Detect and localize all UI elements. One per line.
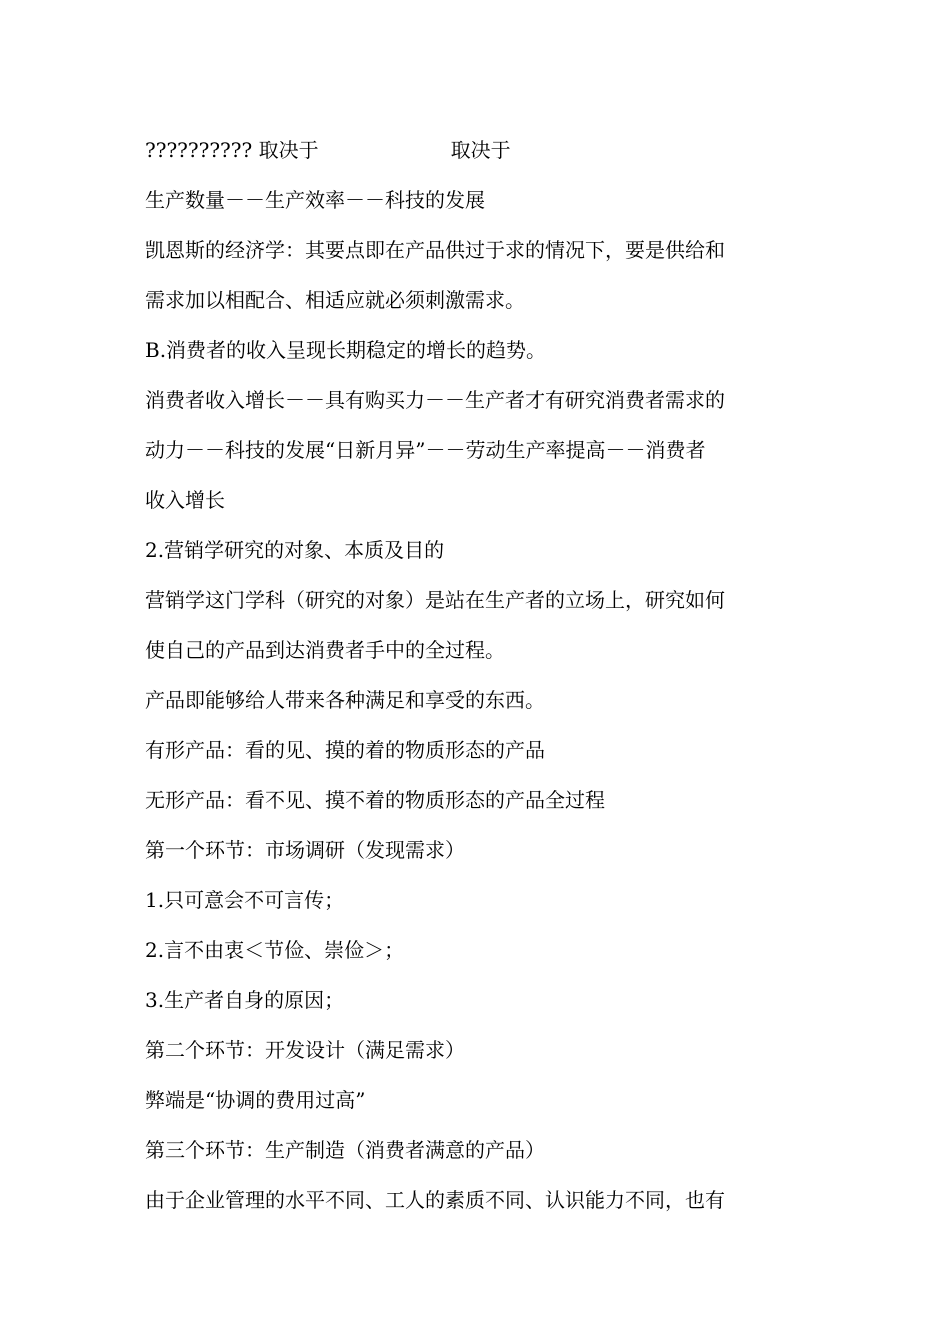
text-line-16: 1.只可意会不可言传； xyxy=(145,888,345,912)
text-line-19: 第二个环节：开发设计（满足需求） xyxy=(145,1038,465,1062)
text-line-13: 有形产品：看的见、摸的着的物质形态的产品 xyxy=(145,738,545,762)
text-line-11: 使自己的产品到达消费者手中的全过程。 xyxy=(145,638,505,662)
text-fragment-a: ?????????? 取决于 xyxy=(145,138,319,162)
text-line-12: 产品即能够给人带来各种满足和享受的东西。 xyxy=(145,688,545,712)
text-line-21: 第三个环节：生产制造（消费者满意的产品） xyxy=(145,1138,545,1162)
text-line-7: 动力－－科技的发展“日新月异”－－劳动生产率提高－－消费者 xyxy=(145,438,706,462)
text-line-10: 营销学这门学科（研究的对象）是站在生产者的立场上，研究如何 xyxy=(145,588,725,612)
text-line-6: 消费者收入增长－－具有购买力－－生产者才有研究消费者需求的 xyxy=(145,388,725,412)
text-line-17: 2.言不由衷＜节俭、崇俭＞； xyxy=(145,938,405,962)
text-fragment-b: 取决于 xyxy=(450,138,511,162)
text-line-15: 第一个环节：市场调研（发现需求） xyxy=(145,838,465,862)
text-line-2: 生产数量－－生产效率－－科技的发展 xyxy=(145,188,485,212)
text-line-18: 3.生产者自身的原因； xyxy=(145,988,345,1012)
text-line-9: 2.营销学研究的对象、本质及目的 xyxy=(145,538,445,562)
text-line-22: 由于企业管理的水平不同、工人的素质不同、认识能力不同，也有 xyxy=(145,1188,725,1212)
text-line-3: 凯恩斯的经济学：其要点即在产品供过于求的情况下，要是供给和 xyxy=(145,238,725,262)
text-line-14: 无形产品：看不见、摸不着的物质形态的产品全过程 xyxy=(145,788,605,812)
text-line-1 xyxy=(145,137,825,163)
text-line-20: 弊端是“协调的费用过高” xyxy=(145,1088,366,1112)
text-line-5: B.消费者的收入呈现长期稳定的增长的趋势。 xyxy=(145,338,547,362)
text-line-4: 需求加以相配合、相适应就必须刺激需求。 xyxy=(145,288,525,312)
text-line-8: 收入增长 xyxy=(145,488,225,512)
